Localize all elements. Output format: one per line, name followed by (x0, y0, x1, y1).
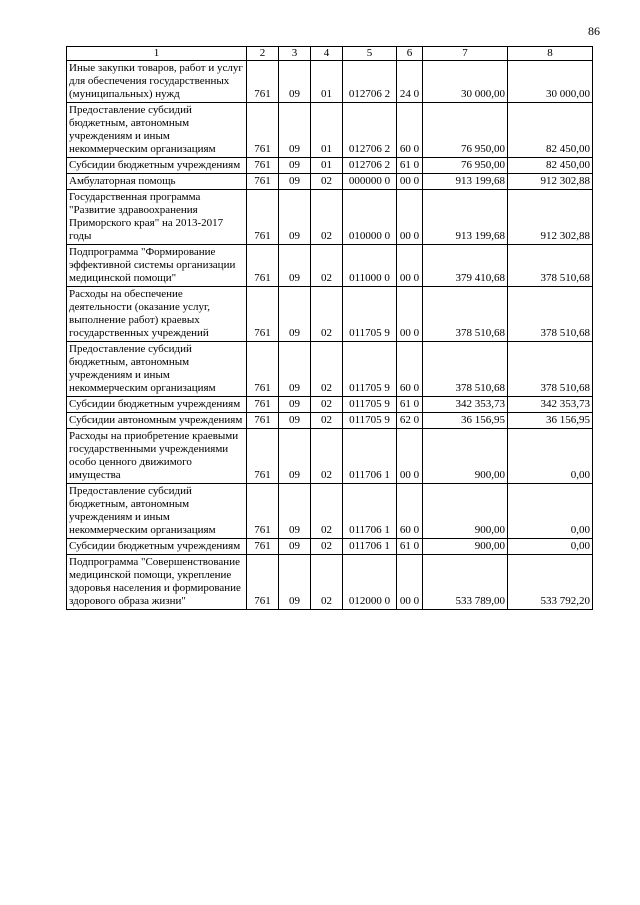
table-row (67, 413, 593, 429)
section-code: 09 (279, 174, 311, 190)
target-item-code: 012706 2 (343, 61, 397, 103)
amount-year-1: 378 510,68 (423, 287, 508, 342)
subsection-code: 01 (311, 103, 343, 158)
subsection-code: 02 (311, 555, 343, 610)
amount-year-2: 0,00 (508, 539, 593, 555)
section-code: 09 (279, 61, 311, 103)
line-item-name: Предоставление субсидий бюджетным, автономным учреждениям и иным некоммерческим организациям (67, 103, 247, 158)
target-item-code: 011705 9 (343, 342, 397, 397)
expense-type-code: 00 0 (397, 287, 423, 342)
column-header-4: 4 (311, 47, 343, 61)
amount-year-1: 76 950,00 (423, 158, 508, 174)
subsection-code: 02 (311, 245, 343, 287)
subsection-code: 02 (311, 484, 343, 539)
target-item-code: 012706 2 (343, 103, 397, 158)
amount-year-1: 342 353,73 (423, 397, 508, 413)
line-item-name: Государственная программа "Развитие здравоохранения Приморского края" на 2013-2017 годы (67, 190, 247, 245)
table-row (67, 539, 593, 555)
amount-year-2: 912 302,88 (508, 174, 593, 190)
subsection-code: 01 (311, 61, 343, 103)
table-row (67, 61, 593, 103)
line-item-name: Предоставление субсидий бюджетным, автономным учреждениям и иным некоммерческим организациям (67, 484, 247, 539)
section-code: 09 (279, 287, 311, 342)
section-code: 09 (279, 190, 311, 245)
table-row (67, 245, 593, 287)
column-header-2: 2 (247, 47, 279, 61)
expense-type-code: 60 0 (397, 484, 423, 539)
ministry-code: 761 (247, 429, 279, 484)
table-row (67, 190, 593, 245)
page-number: 86 (588, 24, 600, 38)
amount-year-1: 913 199,68 (423, 174, 508, 190)
ministry-code: 761 (247, 287, 279, 342)
subsection-code: 02 (311, 342, 343, 397)
subsection-code: 02 (311, 287, 343, 342)
column-header-7: 7 (423, 47, 508, 61)
expense-type-code: 00 0 (397, 245, 423, 287)
line-item-name: Иные закупки товаров, работ и услуг для обеспечения государственных (муниципальных) нужд (67, 61, 247, 103)
header-row (67, 47, 593, 61)
line-item-name: Расходы на обеспечение деятельности (оказание услуг, выполнение работ) краевых государственных учреждений (67, 287, 247, 342)
amount-year-2: 378 510,68 (508, 287, 593, 342)
ministry-code: 761 (247, 158, 279, 174)
expense-type-code: 00 0 (397, 429, 423, 484)
amount-year-2: 533 792,20 (508, 555, 593, 610)
expense-type-code: 61 0 (397, 539, 423, 555)
ministry-code: 761 (247, 413, 279, 429)
amount-year-2: 378 510,68 (508, 245, 593, 287)
expense-type-code: 24 0 (397, 61, 423, 103)
ministry-code: 761 (247, 245, 279, 287)
section-code: 09 (279, 413, 311, 429)
column-header-5: 5 (343, 47, 397, 61)
line-item-name: Субсидии бюджетным учреждениям (67, 397, 247, 413)
line-item-name: Подпрограмма "Формирование эффективной системы организации медицинской помощи" (67, 245, 247, 287)
column-header-1: 1 (67, 47, 247, 61)
table-header (67, 47, 593, 61)
ministry-code: 761 (247, 484, 279, 539)
section-code: 09 (279, 103, 311, 158)
column-header-6: 6 (397, 47, 423, 61)
target-item-code: 011706 1 (343, 484, 397, 539)
section-code: 09 (279, 342, 311, 397)
amount-year-1: 900,00 (423, 429, 508, 484)
subsection-code: 02 (311, 413, 343, 429)
amount-year-1: 379 410,68 (423, 245, 508, 287)
table-row (67, 158, 593, 174)
table-row (67, 555, 593, 610)
section-code: 09 (279, 484, 311, 539)
amount-year-1: 378 510,68 (423, 342, 508, 397)
ministry-code: 761 (247, 539, 279, 555)
amount-year-2: 378 510,68 (508, 342, 593, 397)
target-item-code: 011706 1 (343, 429, 397, 484)
amount-year-1: 900,00 (423, 484, 508, 539)
expense-type-code: 62 0 (397, 413, 423, 429)
ministry-code: 761 (247, 174, 279, 190)
expense-type-code: 60 0 (397, 342, 423, 397)
amount-year-2: 82 450,00 (508, 158, 593, 174)
subsection-code: 02 (311, 190, 343, 245)
ministry-code: 761 (247, 342, 279, 397)
section-code: 09 (279, 555, 311, 610)
table-row (67, 287, 593, 342)
ministry-code: 761 (247, 61, 279, 103)
column-header-3: 3 (279, 47, 311, 61)
amount-year-2: 36 156,95 (508, 413, 593, 429)
amount-year-1: 36 156,95 (423, 413, 508, 429)
table-row (67, 174, 593, 190)
target-item-code: 011705 9 (343, 397, 397, 413)
section-code: 09 (279, 158, 311, 174)
expense-type-code: 00 0 (397, 174, 423, 190)
expense-type-code: 61 0 (397, 158, 423, 174)
amount-year-1: 76 950,00 (423, 103, 508, 158)
subsection-code: 02 (311, 397, 343, 413)
expense-type-code: 00 0 (397, 190, 423, 245)
amount-year-2: 0,00 (508, 429, 593, 484)
table-row (67, 429, 593, 484)
subsection-code: 01 (311, 158, 343, 174)
line-item-name: Субсидии автономным учреждениям (67, 413, 247, 429)
line-item-name: Субсидии бюджетным учреждениям (67, 539, 247, 555)
ministry-code: 761 (247, 555, 279, 610)
ministry-code: 761 (247, 190, 279, 245)
column-header-8: 8 (508, 47, 593, 61)
ministry-code: 761 (247, 397, 279, 413)
amount-year-2: 0,00 (508, 484, 593, 539)
line-item-name: Субсидии бюджетным учреждениям (67, 158, 247, 174)
target-item-code: 011706 1 (343, 539, 397, 555)
section-code: 09 (279, 397, 311, 413)
amount-year-2: 342 353,73 (508, 397, 593, 413)
amount-year-1: 900,00 (423, 539, 508, 555)
table-row (67, 484, 593, 539)
amount-year-2: 30 000,00 (508, 61, 593, 103)
table-row (67, 103, 593, 158)
target-item-code: 011705 9 (343, 413, 397, 429)
target-item-code: 010000 0 (343, 190, 397, 245)
target-item-code: 000000 0 (343, 174, 397, 190)
target-item-code: 011705 9 (343, 287, 397, 342)
line-item-name: Амбулаторная помощь (67, 174, 247, 190)
table-row (67, 342, 593, 397)
amount-year-1: 533 789,00 (423, 555, 508, 610)
subsection-code: 02 (311, 429, 343, 484)
line-item-name: Подпрограмма "Совершенствование медицинской помощи, укрепление здоровья населения и формирование здорового образа жизни" (67, 555, 247, 610)
target-item-code: 011000 0 (343, 245, 397, 287)
amount-year-2: 912 302,88 (508, 190, 593, 245)
expense-type-code: 60 0 (397, 103, 423, 158)
line-item-name: Предоставление субсидий бюджетным, автономным учреждениям и иным некоммерческим организациям (67, 342, 247, 397)
table-body (67, 61, 593, 610)
section-code: 09 (279, 539, 311, 555)
section-code: 09 (279, 429, 311, 484)
line-item-name: Расходы на приобретение краевыми государственными учреждениями особо ценного движимого имущества (67, 429, 247, 484)
table-row (67, 397, 593, 413)
amount-year-2: 82 450,00 (508, 103, 593, 158)
amount-year-1: 30 000,00 (423, 61, 508, 103)
expense-type-code: 00 0 (397, 555, 423, 610)
target-item-code: 012000 0 (343, 555, 397, 610)
budget-table (66, 46, 593, 610)
section-code: 09 (279, 245, 311, 287)
subsection-code: 02 (311, 539, 343, 555)
target-item-code: 012706 2 (343, 158, 397, 174)
amount-year-1: 913 199,68 (423, 190, 508, 245)
expense-type-code: 61 0 (397, 397, 423, 413)
ministry-code: 761 (247, 103, 279, 158)
subsection-code: 02 (311, 174, 343, 190)
